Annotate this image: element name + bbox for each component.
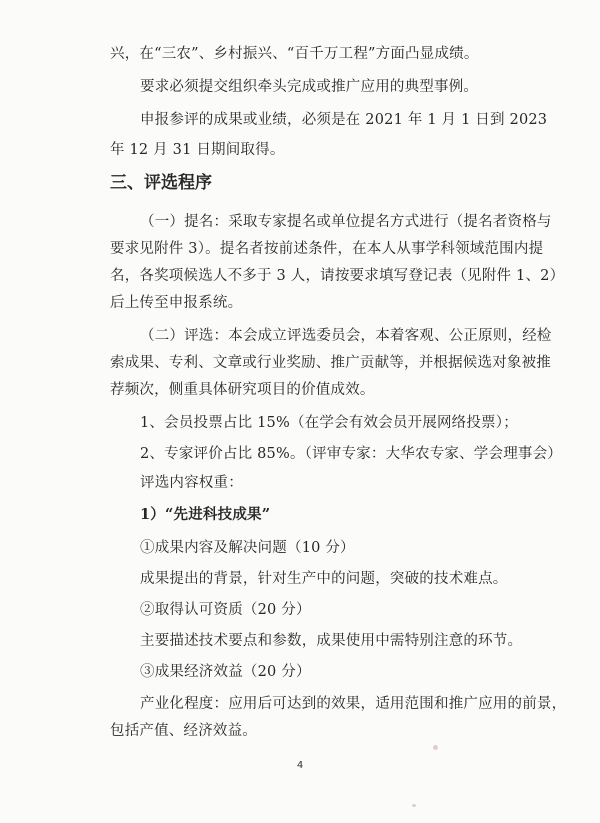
- paragraph-line: 要求必须提交组织牵头完成或推广应用的典型事例。: [140, 79, 479, 95]
- page-number: 4: [296, 760, 304, 771]
- scan-speck: [433, 745, 438, 750]
- paragraph-line: 2、专家评价占比 85%。（评审专家：大华农专家、学会理事会）: [140, 446, 563, 462]
- paragraph-line: 申报参评的成果或业绩，必须是在 2021 年 1 月 1 日到 2023: [140, 112, 548, 128]
- paragraph-line: 索成果、专利、文章或行业奖励、推广贡献等，并根据候选对象被推: [110, 355, 551, 371]
- paragraph-line: 后上传至申报系统。: [110, 295, 243, 311]
- paragraph-line: ①成果内容及解决问题（10 分）: [140, 540, 355, 556]
- paragraph-line: （一）提名：采取专家提名或单位提名方式进行（提名者资格与: [140, 214, 552, 230]
- paragraph-line: 荐频次，侧重具体研究项目的价值成效。: [110, 382, 375, 398]
- paragraph-line: 包括产值、经济效益。: [110, 723, 257, 739]
- subheading: 1）“先进科技成果”: [140, 506, 271, 523]
- paragraph-line: （二）评选：本会成立评选委员会，本着客观、公正原则，经检: [140, 328, 552, 344]
- paragraph-line: 年 12 月 31 日期间取得。: [110, 142, 285, 158]
- paragraph-line: 1、会员投票占比 15%（在学会有效会员开展网络投票）；: [140, 415, 518, 431]
- paragraph-line: 主要描述技术要点和参数，成果使用中需特别注意的环节。: [140, 633, 523, 649]
- paragraph-line: 成果提出的背景，针对生产中的问题，突破的技术难点。: [140, 571, 508, 587]
- paragraph-line: 评选内容权重：: [140, 475, 243, 491]
- section-heading: 三、评选程序: [110, 173, 212, 193]
- scan-speck: [412, 804, 416, 807]
- paragraph-line: 产业化程度：应用后可达到的效果，适用范围和推广应用的前景，: [140, 696, 567, 712]
- paragraph-line: 名，各奖项候选人不多于 3 人，请按要求填写登记表（见附件 1、2）: [110, 268, 565, 284]
- paragraph-line: 要求见附件 3）。提名者按前述条件，在本人从事学科领域范围内提: [110, 241, 544, 257]
- paragraph-line: ②取得认可资质（20 分）: [140, 602, 311, 618]
- paragraph-line: 兴，在“三农”、乡村振兴、“百千万工程”方面凸显成绩。: [110, 46, 479, 62]
- paragraph-line: ③成果经济效益（20 分）: [140, 664, 311, 680]
